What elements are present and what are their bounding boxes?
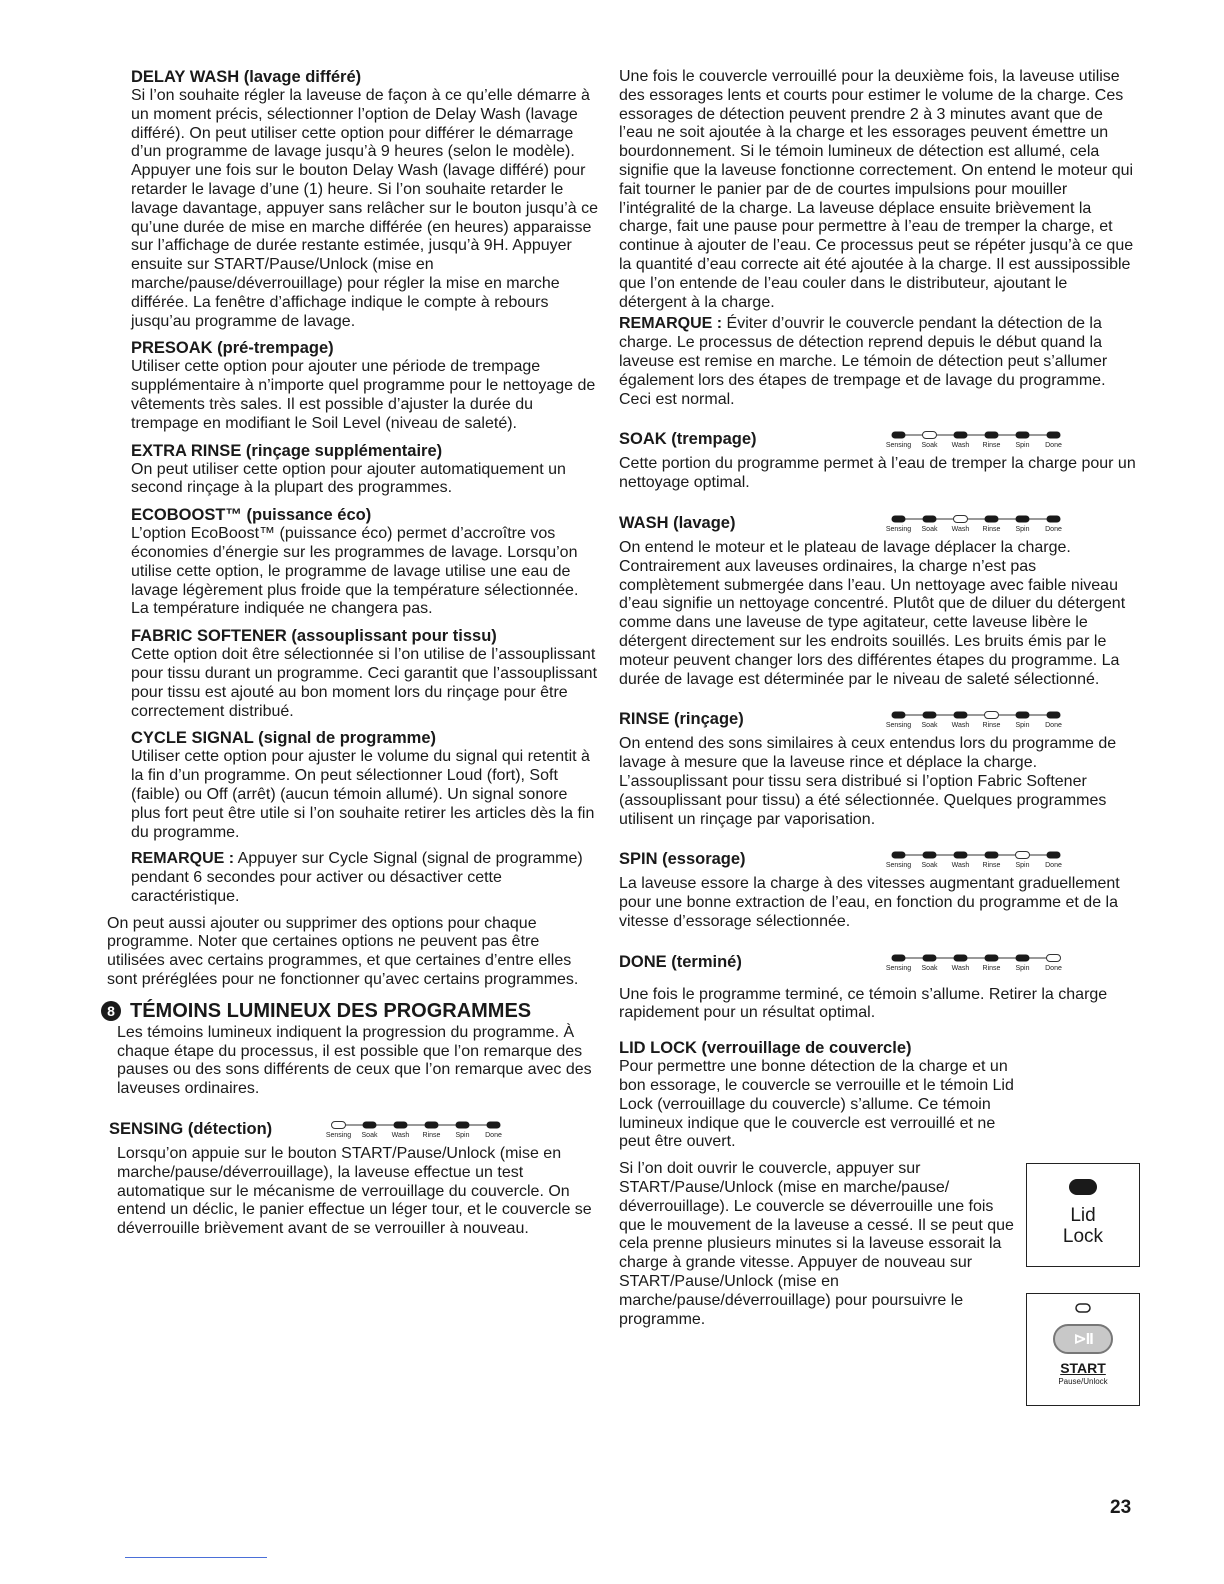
lid-lock-body: Pour permettre une bonne détection de la charge et un bon essorage, le couvercle se verrouille et le témoin Lid Lock (verrouillage du couvercle) s’allume. Ce témoin lumineux indique que le couvercle est verrouillé et ne peut être ouvert. [619,1058,1014,1151]
indicator-light-rinse [425,1122,439,1129]
indicator-light-wash [954,515,968,522]
indicator-lights [323,1120,509,1130]
indicator-light-spin [1016,515,1030,522]
lid-lock-label-1: Lid [1070,1205,1096,1226]
extra-rinse-title: EXTRA RINSE (rinçage supplémentaire) [131,441,443,460]
indicator-label: Spin [1015,722,1030,730]
indicator-light-done [1047,432,1061,439]
indicator-label: Wash [951,525,970,533]
indicator-light-done [1047,712,1061,719]
indicator-label: Rinse [982,722,1001,730]
note-text: Éviter d’ouvrir le couvercle pendant la détection de la charge. Le processus de détection reprend depuis le début quand la laveuse est remise en marche. Le témoin de détection peut s’allumer également lors des étapes de trempage et de lavage du programme. Ceci est normal. [619,315,1108,408]
right-column [619,68,1139,1337]
indicator-label: Rinse [982,525,1001,533]
lid-lock-title: LID LOCK (verrouillage de couvercle) [619,1039,912,1058]
cycle-signal-note [131,850,599,906]
indicator-label: Spin [1015,525,1030,533]
status-indicator [883,430,1069,449]
indicator-lights [883,953,1069,963]
indicator-label: Wash [391,1132,410,1140]
indicator-label: Rinse [982,862,1001,870]
note-text: Appuyer sur Cycle Signal (signal de programme) pendant 6 secondes pour activer ou désactiver cette caractéristique. [131,850,583,905]
ecoboost-body: L’option EcoBoost™ (puissance éco) permet d’accroître vos économies d’énergie sur les programmes de lavage. Lorsqu’on utilise cette option, le programme de lavage utilise une eau de lavage légèrement plus froide que la température sélectionnée. La température indiquée ne changera pas. [131,525,579,618]
section-number-badge: 8 [101,1001,121,1021]
indicator-light-soak [363,1122,377,1129]
presoak-title: PRESOAK (pré-trempage) [131,339,334,358]
indicator-labels [323,1132,509,1139]
note-label: REMARQUE : [619,315,723,333]
indicator-label: Soak [361,1132,378,1140]
indicator-labels [883,722,1069,729]
wash-body: On entend le moteur et le plateau de lavage déplacer la charge. Contrairement aux laveuses ordinaires, la charge n’est pas complètement submergée dans l’eau. Un nettoyage avec faible niveau d’eau signifie un nettoyage concentré. Plutôt que de diluer du détergent comme dans une laveuse de type agitateur, cette laveuse libère le détergent directement sur les endroits souillés. Les bruits émis par le moteur peuvent changer lors des différentes étapes du programme. La durée de lavage est déterminée par le niveau de saleté sélectionné. [619,538,1126,688]
indicator-light-rinse [985,432,999,439]
status-indicator [883,850,1069,869]
indicator-label: Spin [1015,964,1030,972]
start-light-icon [1075,1303,1091,1313]
indicator-label: Rinse [982,964,1001,972]
pause-unlock-label: Pause/Unlock [1058,1377,1108,1386]
indicator-label: Wash [951,862,970,870]
indicator-labels [883,862,1069,869]
indicator-label: Soak [921,964,938,972]
status-indicator [883,514,1069,533]
ecoboost-title: ECOBOOST™ (puissance éco) [131,506,372,525]
wash-title: WASH (lavage) [619,513,736,532]
indicator-label: Wash [951,964,970,972]
detection-body: Une fois le couvercle verrouillé pour la deuxième fois, la laveuse utilise des essorages lents et courts pour estimer le volume de la charge. Ces essorages de détection peuvent prendre 2 à 3 minutes avant que de l’eau ne soit ajoutée à la charge et les essorages peuvent émettre un bourdonnement. Si le témoin lumineux de détection est allumé, cela signifie que la laveuse fonctionne correctement. On entend le moteur qui fait tourner le panier par de de courtes impulsions pour mouiller l’intégralité de la charge. La laveuse déplace ensuite brièvement la charge, fait une pause pour permettre à l’eau de tremper la charge, et continue à ajouter de l’eau. Ce processus peut se répéter jusqu’à ce que la quantité d’eau correcte ait été ajoutée à la charge. Il est aussipossible que l’on entende de l’eau couler dans le distributeur, ajoutant le détergent à la charge. [619,68,1134,311]
footer-line [125,1557,267,1558]
done-row [619,946,1069,972]
status-indicator [883,953,1069,972]
indicator-label: Soak [921,525,938,533]
indicator-light-spin [1016,432,1030,439]
start-pause-button[interactable]: ⊳II [1053,1324,1113,1354]
indicator-label: Rinse [422,1132,441,1140]
indicator-light-done [1047,954,1061,961]
rinse-title: RINSE (rinçage) [619,710,744,729]
indicator-label: Wash [951,722,970,730]
indicator-light-done [487,1122,501,1129]
left-column [107,68,599,1247]
indicator-light-soak [923,515,937,522]
indicator-label: Rinse [982,442,1001,450]
indicator-light-sensing [332,1122,346,1129]
indicator-label: Done [1045,964,1062,972]
soak-body: Cette portion du programme permet à l’eau de tremper la charge pour un nettoyage optimal. [619,455,1136,492]
indicator-light-sensing [892,852,906,859]
indicator-light-wash [954,954,968,961]
indicator-light-rinse [985,852,999,859]
indicator-label: Done [1045,862,1062,870]
lid-unlock-body: Si l’on doit ouvrir le couvercle, appuyer sur START/Pause/Unlock (mise en marche/pause/ déverrouillage). Le couvercle se déverrouille une fois que le mouvement de la laveuse a cessé. Il se peut que cela prenne plusieurs minutes si la laveuse essorait la charge à grande vitesse. Appuyer de nouveau sur START/Pause/Unlock (mise en marche/pause/déverrouillage) pour poursuivre le programme. [619,1160,1014,1328]
indicator-label: Spin [1015,862,1030,870]
indicator-light-wash [954,712,968,719]
wash-row [619,507,1069,533]
indicator-light-rinse [985,712,999,719]
section-heading [109,1000,599,1022]
indicator-label: Sensing [885,442,912,450]
lid-lock-indicator [1026,1163,1140,1267]
indicator-label: Sensing [885,862,912,870]
done-title: DONE (terminé) [619,952,742,971]
indicator-light-done [1047,515,1061,522]
sensing-row [109,1113,509,1139]
start-label: START [1060,1360,1106,1376]
presoak-body: Utiliser cette option pour ajouter une période de trempage supplémentaire à n’importe quel programme pour le nettoyage de vêtements très sales. Il est possible d’ajuster la durée du trempage en modifiant le Soil Level (niveau de saleté). [131,358,596,432]
indicator-label: Spin [455,1132,470,1140]
indicator-label: Wash [951,442,970,450]
indicator-label: Sensing [885,722,912,730]
indicator-label: Soak [921,722,938,730]
indicator-light-soak [923,852,937,859]
lid-lock-section [619,1039,1014,1329]
indicator-label: Done [485,1132,502,1140]
indicator-light-rinse [985,515,999,522]
indicator-lights [883,850,1069,860]
spin-body: La laveuse essore la charge à des vitesses augmentant graduellement pour une bonne extraction de l’eau, en fonction du programme et de la vitesse d’essorage sélectionnée. [619,875,1120,930]
note-label: REMARQUE : [131,850,235,868]
indicator-light-done [1047,852,1061,859]
indicator-label: Sensing [325,1132,352,1140]
fabric-softener-body: Cette option doit être sélectionnée si l’on utilise de l’assouplissant pour tissu durant un programme. Ceci garantit que l’assouplissant pour tissu est ajouté au bon moment lors du rinçage pour être correctement distribué. [131,646,598,720]
spin-title: SPIN (essorage) [619,850,746,869]
spin-row [619,843,1069,869]
indicator-light-spin [1016,852,1030,859]
indicator-light-sensing [892,954,906,961]
indicator-labels [883,442,1069,449]
done-body: Une fois le programme terminé, ce témoin s’allume. Retirer la charge rapidement pour un résultat optimal. [619,985,1108,1022]
indicator-lights [883,710,1069,720]
cycle-signal-body: Utiliser cette option pour ajuster le volume du signal qui retentit à la fin d’un programme. On peut sélectionner Loud (fort), Soft (faible) ou Off (arrêt) (aucun témoin allumé). Un signal sonore plus fort peut être utile si l’on souhaite retirer les articles dès la fin du programme. [131,748,595,841]
options-body: On peut aussi ajouter ou supprimer des options pour chaque programme. Noter que certaines options ne peuvent pas être utilisées avec certains programmes, et que certaines d’entre elles sont préréglées pour ne fonctionner qu’avec certains programmes. [107,914,579,989]
indicator-labels [883,526,1069,533]
indicator-light-wash [954,432,968,439]
sensing-body: Lorsqu’on appuie sur le bouton START/Pause/Unlock (mise en marche/pause/déverrouillage), la laveuse effectue un test automatique sur le mécanisme de verrouillage du couvercle. On entend un déclic, le panier effectue un léger tour, et le couvercle se déverrouille brièvement avant de se verrouiller à nouveau. [117,1145,592,1238]
soak-row [619,423,1069,449]
indicator-light-sensing [892,432,906,439]
indicator-lights [883,430,1069,440]
indicator-light-soak [923,954,937,961]
sensing-title: SENSING (détection) [109,1120,273,1139]
indicator-label: Done [1045,722,1062,730]
indicator-label: Done [1045,525,1062,533]
indicator-light-sensing [892,515,906,522]
indicator-labels [883,965,1069,972]
indicator-light-wash [954,852,968,859]
extra-rinse-body: On peut utiliser cette option pour ajouter automatiquement un second rinçage à la plupart des programmes. [131,460,566,497]
lid-lock-label-2: Lock [1062,1226,1104,1247]
delay-wash-title: DELAY WASH (lavage différé) [131,68,362,86]
indicator-lights [883,514,1069,524]
indicator-label: Sensing [885,525,912,533]
indicator-light-spin [456,1122,470,1129]
section-body: Les témoins lumineux indiquent la progression du programme. À chaque étape du processus, il est possible que l’on remarque des pauses ou des sons différents de ceux que l’on remarque avec des laveuses ordinaires. [117,1023,592,1098]
indicator-light-soak [923,432,937,439]
indicator-light-sensing [892,712,906,719]
indicator-label: Spin [1015,442,1030,450]
indicator-label: Done [1045,442,1062,450]
indicator-label: Soak [921,442,938,450]
indicator-label: Sensing [885,964,912,972]
status-indicator [883,710,1069,729]
detection-note [619,315,1139,409]
fabric-softener-title: FABRIC SOFTENER (assouplissant pour tissu) [131,627,497,646]
lid-lock-light-icon [1068,1178,1098,1196]
indicator-label: Soak [921,862,938,870]
indicator-light-rinse [985,954,999,961]
start-button-panel [1026,1293,1140,1406]
delay-wash-body: Si l’on souhaite régler la laveuse de façon à ce qu’elle démarre à un moment précis, sélectionner l’option de Delay Wash (lavage différé). On peut utiliser cette option pour différer le démarrage d’un programme de lavage jusqu’à 9 heures (selon le modèle). Appuyer une fois sur le bouton Delay Wash (lavage différé) pour retarder le lavage d’une (1) heure. Si l’on souhaite retarder le lavage davantage, appuyer sans relâcher sur le bouton jusqu’à ce qu’une durée de mise en marche différée (en heures) apparaisse sur l’affichage de durée restante estimée, jusqu’à 9H. Appuyer ensuite sur START/Pause/Unlock (mise en marche/pause/déverrouillage) pour régler la mise en marche différée. La fenêtre d’affichage indique le compte à rebours jusqu’au programme de lavage. [131,87,598,330]
indicator-light-spin [1016,712,1030,719]
cycle-signal-title: CYCLE SIGNAL (signal de programme) [131,729,436,748]
page-number: 23 [1110,1497,1132,1518]
indicator-light-spin [1016,954,1030,961]
rinse-row [619,703,1069,729]
status-indicator [323,1120,509,1139]
indicator-light-soak [923,712,937,719]
rinse-body: On entend des sons similaires à ceux entendus lors du programme de lavage à mesure que la laveuse rince et déplace la charge. L’assouplissant pour tissu sera distribué si l’option Fabric Softener (assouplissant pour tissu) a été sélectionnée. Quelques programmes utilisent un rinçage par vaporisation. [619,735,1117,828]
soak-title: SOAK (trempage) [619,430,757,449]
indicator-light-wash [394,1122,408,1129]
section-title: TÉMOINS LUMINEUX DES PROGRAMMES [130,999,532,1022]
